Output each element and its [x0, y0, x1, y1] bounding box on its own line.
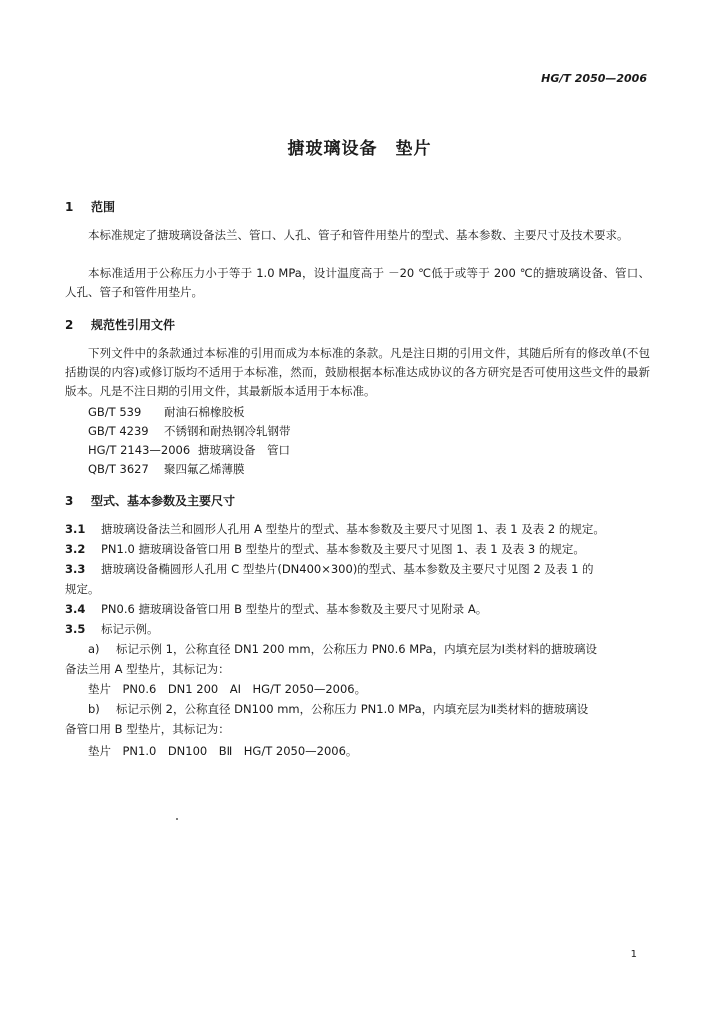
reference-name: 聚四氟乙烯薄膜	[164, 462, 245, 476]
section-heading	[65, 492, 235, 509]
reference-code: QB/T 3627	[88, 462, 149, 476]
section-title: 型式、基本参数及主要尺寸	[91, 494, 236, 508]
example-continuation: 备法兰用 A 型垫片，其标记为：	[65, 662, 230, 676]
example-marking: 垫片 PN1.0 DN100 BⅡ HG/T 2050—2006。	[88, 744, 358, 758]
reference-item	[88, 404, 245, 420]
section-number: 3	[65, 494, 74, 508]
section-number: 1	[65, 200, 74, 214]
reference-name: 不锈钢和耐热钢冷轧钢带	[164, 424, 291, 438]
paragraph: 本标准规定了搪玻璃设备法兰、管口、人孔、管子和管件用垫片的型式、基本参数、主要尺寸及技术要求。	[88, 228, 629, 242]
clause	[65, 520, 605, 539]
clause	[65, 560, 594, 579]
section-heading	[65, 316, 175, 333]
example-item	[88, 700, 588, 719]
section-number: 2	[65, 318, 74, 332]
clause-text: 标记示例。	[101, 622, 159, 636]
example-label: b)	[88, 702, 100, 716]
example-text: 标记示例 2，公称直径 DN100 mm，公称压力 PN1.0 MPa，内填充层为Ⅱ类材料的搪玻璃设	[116, 702, 589, 716]
page-title: 搪玻璃设备 垫片	[287, 139, 432, 159]
reference-name: 耐油石棉橡胶板	[164, 405, 245, 419]
clause-number: 3.2	[65, 542, 86, 556]
section-title: 规范性引用文件	[91, 318, 176, 332]
clause	[65, 620, 159, 639]
reference-item	[88, 442, 290, 458]
example-text: 标记示例 1，公称直径 DN1 200 mm，公称压力 PN0.6 MPa，内填充层为Ⅰ类材料的搪玻璃设	[116, 642, 597, 656]
clause-number: 3.3	[65, 562, 86, 576]
clause-number: 3.4	[65, 602, 86, 616]
clause-continuation: 规定。	[65, 582, 100, 596]
clause-number: 3.1	[65, 522, 86, 536]
clause-text: 搪玻璃设备椭圆形人孔用 C 型垫片(DN400×300)的型式、基本参数及主要尺寸见图 2 及表 1 的	[101, 562, 594, 576]
paragraph: 下列文件中的条款通过本标准的引用而成为本标准的条款。凡是注日期的引用文件，其随后所有的修改单(不包括勘误的内容)或修订版均不适用于本标准，然而，鼓励根据本标准达成协议的各方研究是否可使用这些文件的最新版本。凡是不注日期的引用文件，其最新版本适用于本标准。	[65, 346, 650, 398]
paragraph: 本标准适用于公称压力小于等于 1.0 MPa，设计温度高于 －20 ℃低于或等于 200 ℃的搪玻璃设备、管口、人孔、管子和管件用垫片。	[65, 266, 650, 299]
reference-code: HG/T 2143—2006	[88, 443, 191, 457]
section-title: 范围	[91, 200, 116, 214]
clause	[65, 540, 585, 559]
example-marking: 垫片 PN0.6 DN1 200 AⅠ HG/T 2050—2006。	[88, 682, 367, 696]
clause	[65, 600, 487, 619]
speck-mark	[176, 818, 178, 820]
reference-name: 搪玻璃设备 管口	[198, 443, 290, 457]
section-heading	[65, 198, 115, 215]
example-label: a)	[88, 642, 100, 656]
reference-item	[88, 423, 291, 439]
standard-code: HG/T 2050—2006	[541, 72, 647, 85]
example-item	[88, 640, 597, 659]
reference-item	[88, 461, 245, 477]
page-number: 1	[630, 949, 637, 960]
example-continuation: 备管口用 B 型垫片，其标记为：	[65, 722, 230, 736]
clause-text: 搪玻璃设备法兰和圆形人孔用 A 型垫片的型式、基本参数及主要尺寸见图 1、表 1 及表 2 的规定。	[101, 522, 605, 536]
clause-number: 3.5	[65, 622, 86, 636]
clause-text: PN1.0 搪玻璃设备管口用 B 型垫片的型式、基本参数及主要尺寸见图 1、表 1 及表 3 的规定。	[101, 542, 585, 556]
reference-code: GB/T 4239	[88, 424, 149, 438]
clause-text: PN0.6 搪玻璃设备管口用 B 型垫片的型式、基本参数及主要尺寸见附录 A。	[101, 602, 488, 616]
reference-code: GB/T 539	[88, 405, 142, 419]
